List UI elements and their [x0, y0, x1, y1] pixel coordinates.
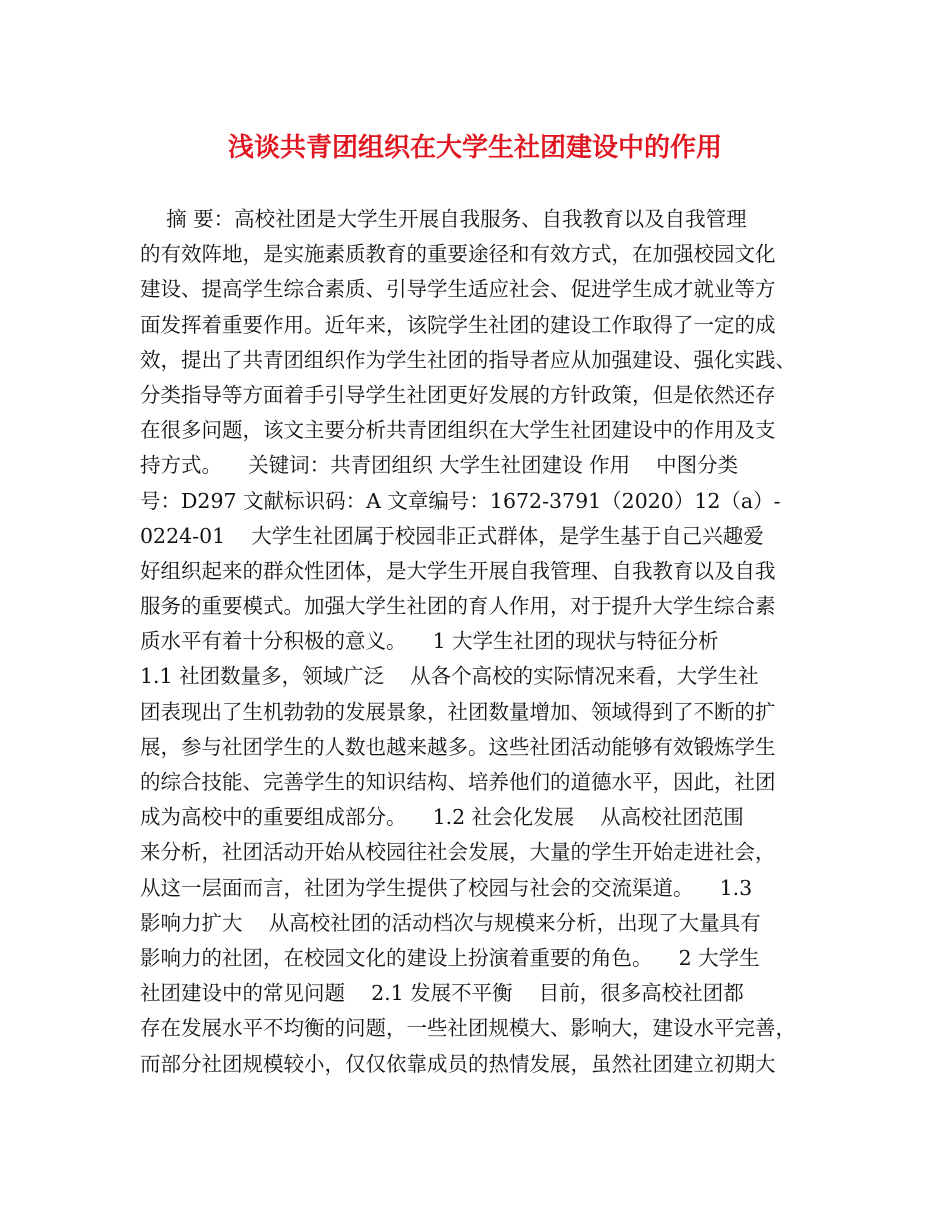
body-line: 质水平有着十分积极的意义。 1 大学生社团的现状与特征分析	[140, 629, 719, 654]
body-line: 持方式。 关键词：共青团组织 大学生社团建设 作用 中图分类	[140, 453, 739, 478]
body-line: 社团建设中的常见问题 2.1 发展不平衡 目前，很多高校社团都	[140, 981, 744, 1006]
body-line: 好组织起来的群众性团体，是大学生开展自我管理、自我教育以及自我	[140, 558, 776, 583]
body-line: 摘 要：高校社团是大学生开展自我服务、自我教育以及自我管理	[140, 207, 747, 231]
body-line: 来分析，社团活动开始从校园往社会发展，大量的学生开始走进社会，	[140, 840, 776, 865]
body-line: 建设、提高学生综合素质、引导学生适应社会、促进学生成才就业等方	[140, 277, 776, 302]
body-line: 影响力扩大 从高校社团的活动档次与规模来分析，出现了大量具有	[140, 910, 761, 935]
body-line: 1.1 社团数量多，领域广泛 从各个高校的实际情况来看，大学生社	[140, 664, 759, 689]
document-title: 浅谈共青团组织在大学生社团建设中的作用	[227, 133, 722, 163]
body-line: 影响力的社团，在校园文化的建设上扮演着重要的角色。 2 大学生	[140, 945, 760, 970]
body-line: 展，参与社团学生的人数也越来越多。这些社团活动能够有效锻炼学生	[140, 734, 776, 759]
body-line: 服务的重要模式。加强大学生社团的育人作用，对于提升大学生综合素	[140, 594, 776, 619]
body-line: 从这一层面而言，社团为学生提供了校园与社会的交流渠道。 1.3	[140, 875, 753, 900]
body-line: 在很多问题，该文主要分析共青团组织在大学生社团建设中的作用及支	[140, 418, 776, 443]
body-line: 分类指导等方面着手引导学生社团更好发展的方针政策，但是依然还存	[140, 382, 776, 407]
body-line: 面发挥着重要作用。近年来，该院学生社团的建设工作取得了一定的成	[140, 312, 776, 337]
body-line: 0224-01 大学生社团属于校园非正式群体，是学生基于自己兴趣爱	[140, 523, 764, 548]
body-line: 而部分社团规模较小，仅仅依靠成员的热情发展，虽然社团建立初期大	[140, 1051, 776, 1076]
document-body	[140, 202, 830, 1082]
body-line: 效，提出了共青团组织作为学生社团的指导者应从加强建设、强化实践、	[140, 347, 796, 372]
body-line: 成为高校中的重要组成部分。 1.2 社会化发展 从高校社团范围	[140, 805, 744, 830]
body-line: 的综合技能、完善学生的知识结构、培养他们的道德水平，因此，社团	[140, 770, 776, 794]
body-line: 存在发展水平不均衡的问题，一些社团规模大、影响大，建设水平完善，	[140, 1016, 796, 1041]
body-line: 号：D297 文献标识码：A 文章编号：1672-3791（2020）12（a）-	[140, 488, 781, 513]
body-line: 团表现出了生机勃勃的发展景象，社团数量增加、领域得到了不断的扩	[140, 699, 776, 724]
body-line: 的有效阵地，是实施素质教育的重要途径和有效方式，在加强校园文化	[140, 242, 776, 267]
